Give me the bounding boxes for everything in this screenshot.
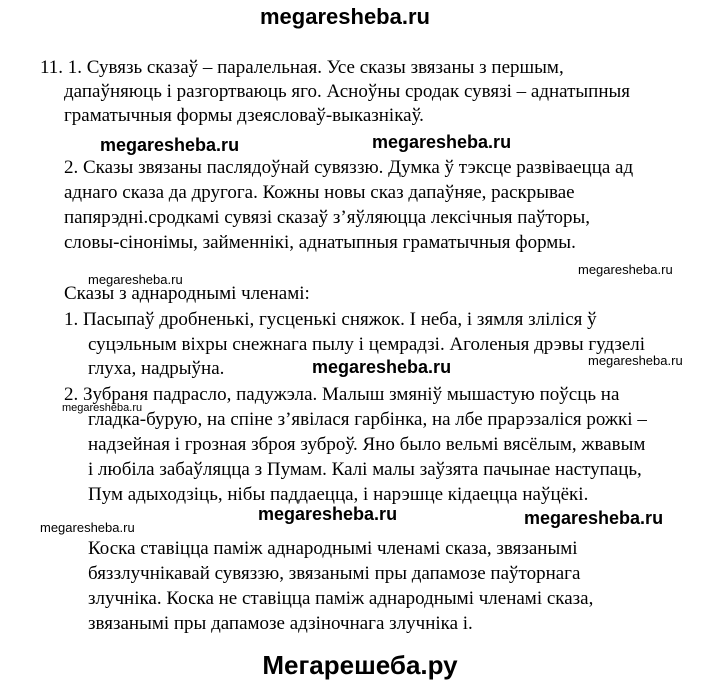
watermark: megaresheba.ru [258, 504, 398, 524]
list-item-line: надзейная і грозная зброя зуброў. Яно было вельмі вясёлым, жвавым [88, 434, 646, 455]
text-line: злучніка. Коска не ставіцца паміж аднароднымі членамі сказа, [88, 588, 594, 609]
list-item-line: глуха, надрыўна. [88, 358, 225, 379]
text-line: граматычныя формы дзеясловаў-выказнікаў. [64, 105, 424, 126]
text-line: аднаго сказа да другога. Кожны новы сказ дапаўняе, раскрывае [64, 182, 575, 203]
watermark: megaresheba.ru [88, 272, 183, 287]
text-line: папярэдні.сродкамі сувязі сказаў з’яўляюцца лексічныя паўторы, [64, 207, 590, 228]
watermark: megaresheba.ru [588, 353, 683, 368]
text-line: словы-сінонімы, займеннікі, аднатыпныя граматычныя формы. [64, 232, 576, 253]
list-item-line: 2. Зубраня падрасло, падужэла. Малыш змяніў мышастую поўсць на [64, 384, 620, 405]
list-item-line: гладка-бурую, на спіне з’явілася гарбінка, на лбе прарэзаліся рожкі – [88, 409, 647, 430]
footer-watermark: Мегарешеба.ру [262, 650, 458, 680]
text-line: 2. Сказы звязаны паслядоўнай сувяззю. Думка ў тэксце развіваецца ад [64, 157, 634, 178]
header-watermark: megaresheba.ru [260, 4, 430, 29]
watermark: megaresheba.ru [62, 402, 143, 414]
text-line: бяззлучнікавай сувяззю, звязанымі пры дапамозе паўторнага [88, 563, 581, 584]
text-line: Коска ставіцца паміж аднароднымі членамі сказа, звязанымі [88, 538, 578, 559]
watermark: megaresheba.ru [312, 357, 452, 377]
watermark: megaresheba.ru [40, 520, 135, 535]
watermark: megaresheba.ru [372, 132, 512, 152]
list-item-line: суцэльным віхры снежнага пылу і цемрадзі. Аголеныя дрэвы гудзелі [88, 334, 646, 355]
list-item-line: Пум адыходзіць, нібы паддаецца, і нарэшце кідаецца наўцёкі. [88, 484, 589, 505]
watermark: megaresheba.ru [100, 135, 240, 155]
watermark: megaresheba.ru [578, 262, 673, 277]
text-line: звязанымі пры дапамозе адзіночнага злучніка і. [88, 613, 473, 634]
list-item-line: і любіла забаўляцца з Пумам. Калі малы заўзята пачынае наступаць, [88, 459, 642, 480]
watermark: megaresheba.ru [524, 508, 664, 528]
text-line: дапаўняюць і разгортваюць яго. Асноўны сродак сувязі – аднатыпныя [64, 81, 631, 102]
text-line: 11. 1. Сувязь сказаў – паралельная. Усе сказы звязаны з першым, [40, 57, 564, 78]
list-item-line: 1. Пасыпаў дробненькі, гусценькі сняжок. І неба, і зямля зліліся ў [64, 309, 597, 330]
section-heading: Сказы з аднароднымі членамі: [64, 283, 310, 304]
